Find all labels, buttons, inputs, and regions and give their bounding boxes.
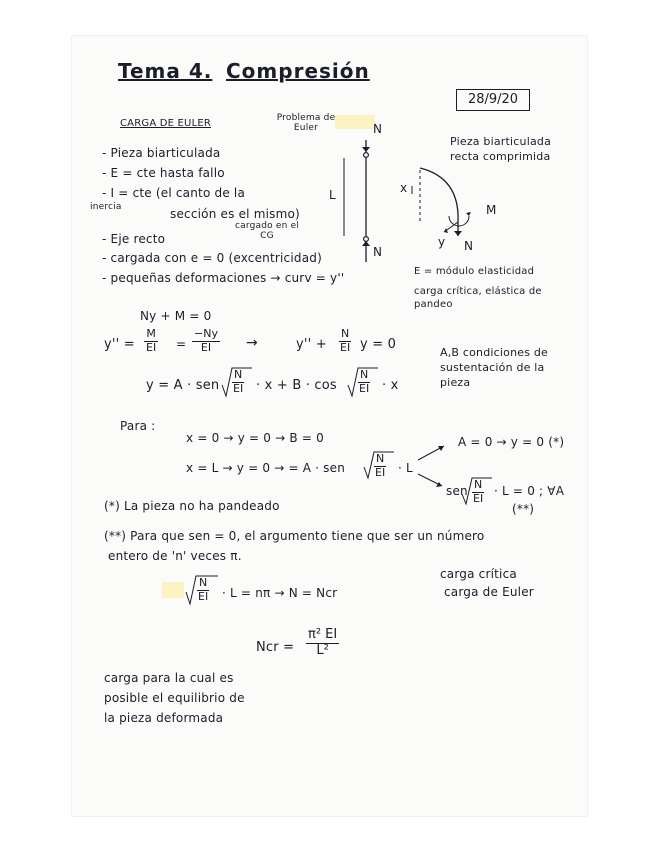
case-b-frac-den: EI	[473, 491, 484, 505]
final-note-1: carga para la cual es	[104, 671, 234, 685]
inertia-note: inercia	[90, 202, 122, 212]
eq2-rhs-frac-den: EI	[340, 340, 351, 354]
boundary-condition-1: x = 0 → y = 0 → B = 0	[186, 431, 324, 445]
ncr-num: π² EI	[308, 627, 338, 642]
load-top-label: N	[373, 122, 383, 136]
eq2-rhs-a: y'' +	[296, 337, 327, 352]
final-note-2: posible el equilibrio de	[104, 691, 245, 705]
eq4-frac-den: EI	[198, 589, 209, 603]
eq2-frac1-den: EI	[146, 340, 157, 354]
assumption-1: - Pieza biarticulada	[102, 146, 221, 160]
problem-label: Problema de Euler	[276, 113, 336, 133]
eq4-frac-num: N	[198, 576, 208, 589]
assumption-4: sección es el mismo)	[170, 207, 300, 221]
eq3-b: · x + B · cos	[256, 378, 337, 393]
bc2-frac-num: N	[375, 452, 385, 465]
assumption-7: - pequeñas deformaciones → curv = y''	[102, 271, 345, 285]
n-label: N	[464, 239, 474, 253]
bc2-b: · L	[398, 461, 413, 475]
eq3-frac2-den: EI	[359, 381, 370, 395]
note-not-buckled: (*) La pieza no ha pandeado	[104, 499, 280, 513]
modulus-note: E = módulo elasticidad	[414, 266, 535, 277]
assumption-6: - cargada con e = 0 (excentricidad)	[102, 251, 322, 265]
length-label: L	[329, 188, 336, 202]
date-box: 28/9/20	[456, 89, 530, 111]
eq2-arrow: →	[246, 335, 258, 351]
critical-note: carga crítica, elástica de pandeo	[414, 286, 542, 310]
equation-equilibrium: Ny + M = 0	[140, 309, 212, 323]
eq3-c: · x	[382, 378, 399, 393]
page-title: Tema 4.	[118, 59, 213, 83]
bc2-frac-den: EI	[375, 465, 386, 479]
eq2-rhs-b: y = 0	[360, 337, 397, 352]
page-subtitle: Compresión	[226, 59, 370, 83]
ncr-lhs: Ncr =	[256, 640, 295, 655]
ab-note: A,B condiciones de sustentación de la pieza	[440, 346, 549, 389]
eq3-frac2-num: N	[359, 368, 369, 381]
eq2-frac1-num: M	[146, 327, 156, 340]
boundary-condition-2: x = L → y = 0 → = A · sen	[186, 461, 346, 475]
case-b-b: · L = 0 ; ∀A	[494, 484, 565, 498]
eq2-frac2-den: EI	[200, 340, 212, 354]
para-label: Para :	[120, 419, 156, 433]
diagram-caption: Pieza biarticulada recta comprimida	[450, 135, 552, 163]
assumption-5: - Eje recto	[102, 232, 166, 246]
eq3-frac1-num: N	[233, 368, 243, 381]
cg-note: cargado en el CG	[234, 221, 300, 241]
case-b-frac-num: N	[473, 478, 483, 491]
ncr-fraction	[306, 628, 339, 659]
load-bottom-label: N	[373, 245, 383, 259]
axis-x-label: x	[400, 181, 408, 195]
eq4-a: · L = nπ → N = Ncr	[222, 586, 338, 600]
eq3-a: y = A · sen	[146, 378, 220, 393]
final-note-3: la pieza deformada	[104, 711, 224, 725]
case-b-a: sen	[446, 484, 468, 498]
assumption-2: - E = cte hasta fallo	[102, 166, 225, 180]
eq2-lhs: y'' =	[104, 337, 135, 352]
note-sine-zero-b: entero de 'n' veces π.	[108, 549, 242, 563]
case-b-mark: (**)	[512, 502, 535, 516]
critical-label-a: carga crítica	[440, 567, 517, 581]
eq4-fraction	[196, 577, 210, 603]
assumption-3: - I = cte (el canto de la	[102, 186, 245, 200]
eq3-frac1-den: EI	[233, 381, 244, 395]
eq2-rhs-frac-num: N	[340, 327, 350, 340]
case-a: A = 0 → y = 0 (*)	[458, 435, 565, 449]
eq2-equals: =	[176, 337, 187, 351]
note-sine-zero: (**) Para que sen = 0, el argumento tiene que ser un número	[104, 529, 485, 543]
section-heading: CARGA DE EULER	[120, 118, 212, 129]
eq2-frac2-num: −Ny	[194, 327, 218, 340]
critical-label-b: carga de Euler	[444, 585, 534, 599]
moment-label: M	[486, 203, 497, 217]
axis-y-label: y	[438, 235, 446, 249]
ncr-den: L²	[316, 642, 329, 658]
